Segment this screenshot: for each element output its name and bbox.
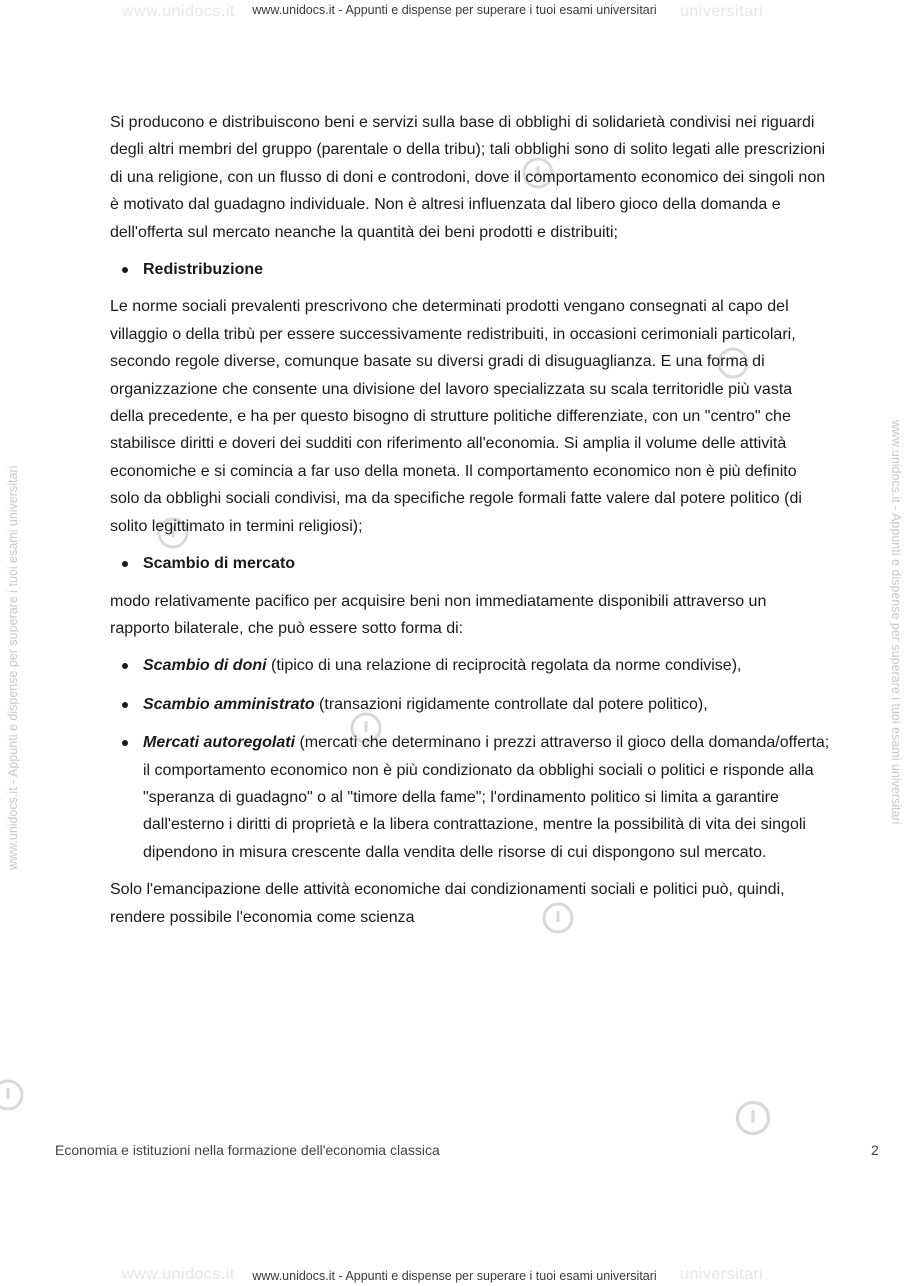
watermark-side-left: www.unidocs.it - Appunti e dispense per superare i tuoi esami universitari [6,465,20,870]
watermark-banner-bottom: www.unidocs.it - Appunti e dispense per superare i tuoi esami universitari [252,1269,657,1283]
list-item-text: (tipico di una relazione di reciprocità regolata da norme condivise), [266,657,742,675]
footer-document-title: Economia e istituzioni nella formazione dell'economia classica [55,1142,440,1158]
list-item-text: (transazioni rigidamente controllate dal potere politico), [314,695,708,713]
bullet-heading-redistribuzione: Redistribuzione [110,256,830,283]
unidocs-logo-icon [733,1098,773,1138]
watermark-side-right: www.unidocs.it - Appunti e dispense per superare i tuoi esami universitari [889,420,903,825]
bullet-heading-scambio-mercato: Scambio di mercato [110,550,830,577]
list-item-scambio-doni [110,652,830,679]
watermark-banner-top: www.unidocs.it - Appunti e dispense per superare i tuoi esami universitari [252,3,657,17]
list-item-term: Scambio di doni [143,657,267,675]
paragraph-scambio-intro: modo relativamente pacifico per acquisire beni non immediatamente disponibili attraverso un rapporto bilaterale, che può essere sotto forma di: [110,592,767,637]
watermark-ghost-right: universitari [680,3,764,20]
list-item-term: Mercati autoregolati [143,734,296,752]
list-item-mercati-autoregolati [110,729,830,866]
watermark-ghost-left: www.unidocs.it [122,3,235,20]
page-number: 2 [871,1142,879,1158]
paragraph-conclusion: Solo l'emancipazione delle attività economiche dai condizionamenti sociali e politici può, quindi, rendere possibile l'economia come scienza [110,881,785,926]
document-body [110,109,830,931]
paragraph-solidarity: Si producono e distribuiscono beni e servizi sulla base di obblighi di solidarietà condivisi nei riguardi degli altri membri del gruppo (parentale o della tribu); tali obblighi sono di solito legati alle prescrizioni di una religione, con un flusso di doni e controdoni, dove il comportamento economico dei singoli non è motivato dal guadagno individuale. Non è altresi influenzata dal libero gioco della domanda e dell'offerta sul mercato neanche la quantità dei beni prodotti e distribuiti; [110,114,826,241]
list-item-scambio-amministrato [110,691,830,718]
exchange-forms-list [110,652,830,866]
watermark-ghost-right-bottom: universitari [680,1266,764,1283]
list-item-text: (mercati che determinano i prezzi attraverso il gioco della domanda/offerta; il comportamento economico non è più condizionato da obblighi sociali o politici e risponde alla "speranza di guadagno" o al "timore della fame"; l'ordinamento politico si limita a garantire dall'esterno i diritti di proprietà e la libera contrattazione, mentre la possibilità di vita dei singoli dipendono in misura crescente dalla vendita delle risorse di cui dispongono sul mercato. [143,734,830,861]
watermark-ghost-left-bottom: www.unidocs.it [122,1266,235,1283]
paragraph-redistribuzione: Le norme sociali prevalenti prescrivono che determinati prodotti vengano consegnati al capo del villaggio o della tribù per essere successivamente redistribuiti, in occasioni cerimoniali particolari, secondo regole diverse, comunque basate su diversi gradi di disuguaglianza. E una forma di organizzazione che consente una divisione del lavoro specializzata su scala territoridle più vasta della precedente, e ha per questo bisogno di strutture politiche differenziate, con un "centro" che stabilisce diritti e doveri dei sudditi con riferimento all'economia. Si amplia il volume delle attività economiche e si comincia a far uso della moneta. Il comportamento economico non è più definito solo da obblighi sociali condivisi, ma da specifiche regole formali fatte valere dal potere politico (di solito legittimato in termini religiosi); [110,298,802,535]
unidocs-logo-icon [0,1075,28,1115]
list-item-term: Scambio amministrato [143,695,315,713]
